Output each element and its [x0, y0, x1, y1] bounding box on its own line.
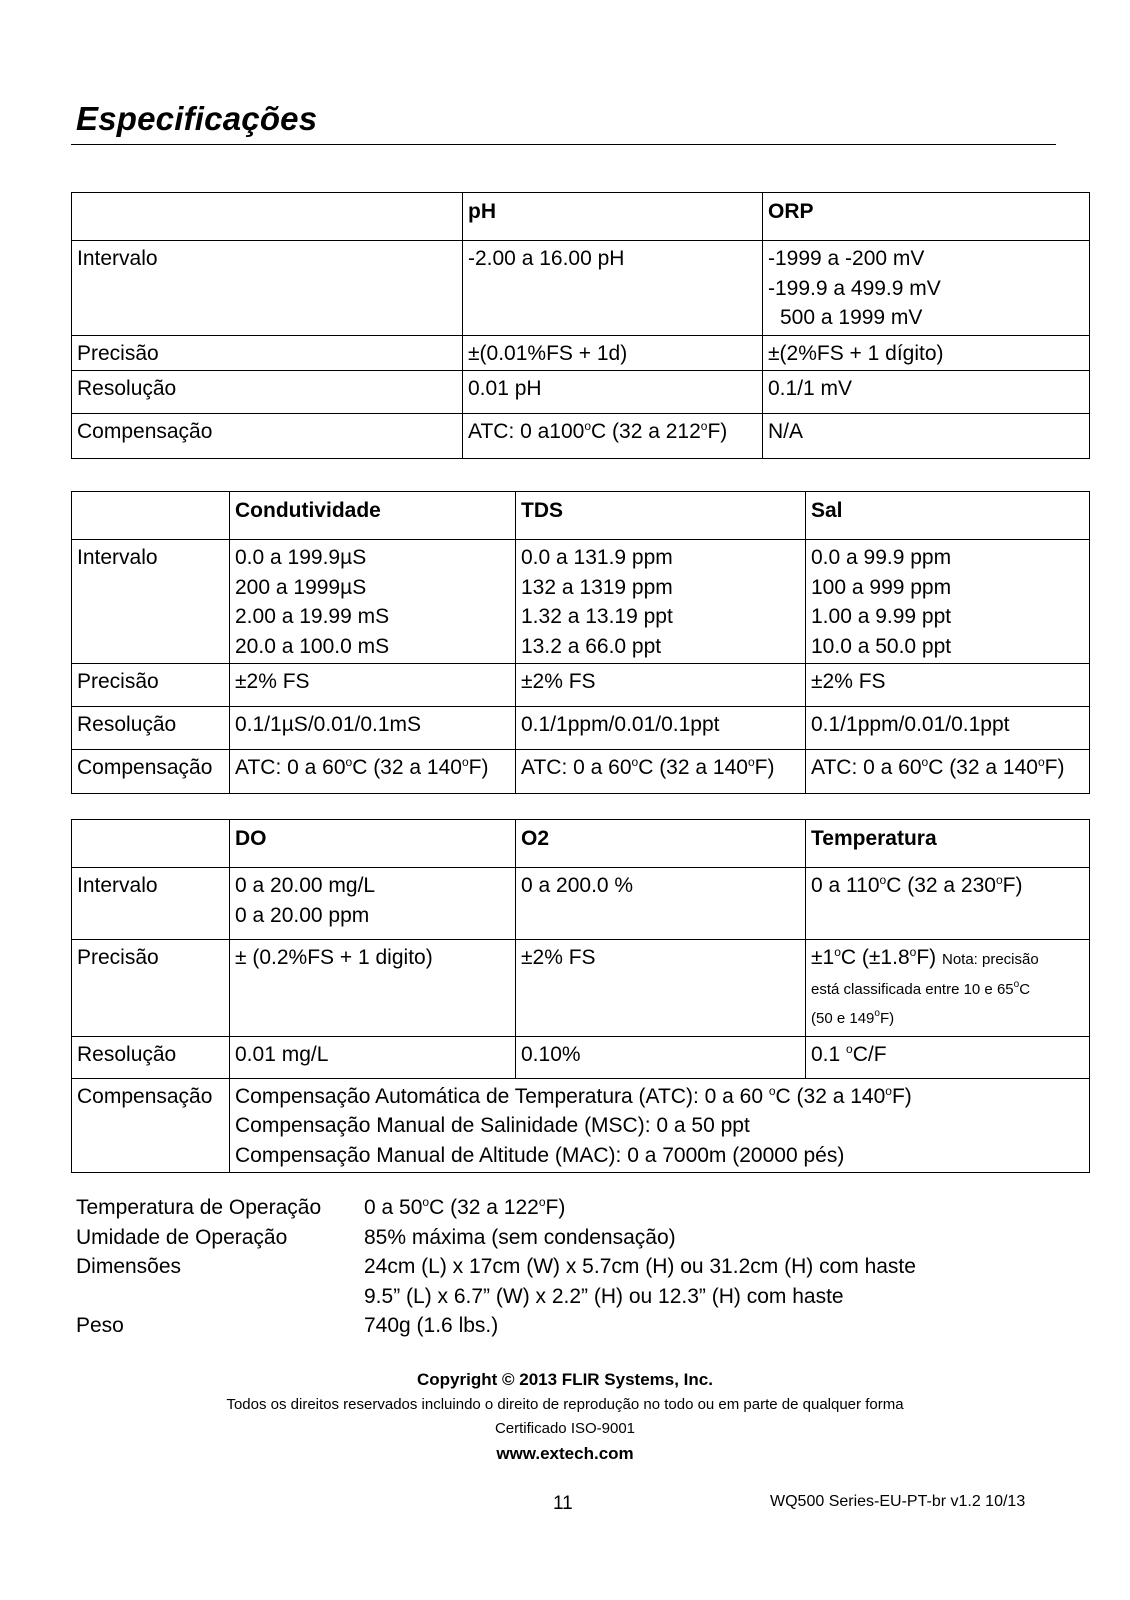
spec-row — [76, 1282, 916, 1312]
table-cell — [763, 335, 1090, 371]
table-row — [72, 1078, 1090, 1173]
spec-table-conductivity — [71, 491, 1090, 794]
cell-line: 20.0 a 100.0 mS — [235, 634, 390, 658]
table-cell — [516, 664, 806, 707]
spec-label: Temperatura de Operação — [76, 1196, 322, 1219]
page-number: 11 — [553, 1493, 573, 1514]
table-row — [72, 414, 1090, 459]
row-label: Intervalo — [72, 540, 230, 664]
header-cell: pH — [463, 193, 763, 241]
cell-line: ± (0.2%FS + 1 digito) — [235, 946, 433, 969]
table-cell — [806, 940, 1090, 1037]
table-row — [72, 241, 1090, 336]
table-cell — [230, 750, 516, 794]
table-cell — [516, 868, 806, 940]
table-cell — [230, 940, 516, 1037]
spec-label: Dimensões — [76, 1255, 182, 1278]
cell-line: ±2% FS — [521, 946, 596, 969]
cell-line: N/A — [768, 420, 804, 443]
table-header-row — [72, 820, 1090, 868]
cell-line: 500 a 1999 mV — [780, 306, 923, 329]
table-cell — [763, 414, 1090, 459]
header-cell — [72, 820, 230, 868]
table-cell — [463, 335, 763, 371]
spec-label — [76, 1282, 364, 1312]
table-cell — [516, 940, 806, 1037]
table-cell — [230, 868, 516, 940]
row-label: Compensação — [72, 414, 463, 459]
cell-line: -199.9 a 499.9 mV — [768, 276, 941, 300]
cell-line: 0 a 20.00 mg/L — [235, 874, 376, 897]
table-cell — [763, 371, 1090, 414]
table-cell — [806, 707, 1090, 750]
cell-line: 2.00 a 19.99 mS — [235, 605, 390, 628]
table-cell — [516, 750, 806, 794]
spec-value: 24cm (L) x 17cm (W) x 5.7cm (H) ou 31.2cm (H) com haste — [364, 1255, 916, 1278]
header-cell — [72, 492, 230, 540]
precision-note: está classificada entre 10 e 65$^o$C — [811, 978, 1031, 998]
cell-line: $\pm 1^oC$ $(\pm 1.8^oF)$ — [811, 945, 937, 969]
table-row — [72, 1036, 1090, 1078]
precision-note: Nota: precisão — [941, 951, 1039, 968]
general-specs — [76, 1193, 916, 1341]
header-cell: TDS — [516, 492, 806, 540]
cell-line: 0 a 20.00 ppm — [235, 903, 370, 927]
table-row — [72, 371, 1090, 414]
table-cell — [806, 1036, 1090, 1078]
row-label: Compensação — [72, 750, 230, 794]
row-label: Precisão — [72, 664, 230, 707]
table-row — [72, 335, 1090, 371]
header-cell: Sal — [806, 492, 1090, 540]
table-cell — [806, 664, 1090, 707]
table-row — [72, 707, 1090, 750]
row-label: Resolução — [72, 707, 230, 750]
title-underline — [71, 144, 1056, 145]
cell-line: 0.01 pH — [468, 377, 542, 400]
table-cell — [516, 707, 806, 750]
table-cell — [806, 750, 1090, 794]
certification-notice: Certificado ISO-9001 — [494, 1420, 636, 1437]
cell-line: ATC: 0 a 60$^o$C (32 a 140$^o$F) — [811, 755, 1065, 779]
table-cell — [230, 664, 516, 707]
cell-line: 0.1 $^o$C/F — [811, 1041, 887, 1066]
header-cell: Temperatura — [806, 820, 1090, 868]
table-cell — [230, 1078, 1090, 1173]
table-cell — [806, 868, 1090, 940]
spec-label: Peso — [76, 1314, 124, 1337]
cell-line: 100 a 999 ppm — [811, 575, 952, 599]
table-cell — [230, 540, 516, 664]
table-row — [72, 868, 1090, 940]
row-label: Intervalo — [72, 241, 463, 336]
cell-line: Compensação Manual de Altitude (MAC): 0 a 7000m (20000 pés) — [235, 1143, 845, 1167]
table-cell — [763, 241, 1090, 336]
row-label: Resolução — [72, 1036, 230, 1078]
spec-row — [76, 1193, 916, 1223]
spec-row — [76, 1252, 916, 1282]
cell-line: 0.0 a 199.9µS — [235, 546, 367, 569]
table-row — [72, 664, 1090, 707]
cell-line: 1.00 a 9.99 ppt — [811, 605, 952, 628]
cell-line: ATC: 0 a 60$^o$C (32 a 140$^o$F) — [521, 755, 775, 779]
table-cell — [516, 540, 806, 664]
cell-line: 10.0 a 50.0 ppt — [811, 634, 952, 658]
cell-line: 132 a 1319 ppm — [521, 575, 673, 599]
table-header-row — [72, 193, 1090, 241]
table-row — [72, 750, 1090, 794]
page-title: Especificações — [76, 100, 318, 137]
cell-line: ±2% FS — [521, 670, 596, 693]
table-cell — [230, 1036, 516, 1078]
cell-line: ATC: 0 a100$^o$C (32 a 212$^o$F) — [468, 419, 728, 443]
spec-value: 0 a 50$^o$C (32 a 122$^o$F) — [364, 1195, 566, 1219]
table-cell — [463, 241, 763, 336]
cell-line: 0.0 a 131.9 ppm — [521, 546, 673, 569]
precision-note: (50 e 149$^o$F) — [811, 1008, 895, 1027]
spec-value: 85% máxima (sem condensação) — [364, 1225, 676, 1249]
row-label: Resolução — [72, 371, 463, 414]
header-cell: Condutividade — [230, 492, 516, 540]
spec-value: 740g (1.6 lbs.) — [364, 1314, 499, 1337]
header-cell: DO — [230, 820, 516, 868]
table-cell — [230, 707, 516, 750]
spec-row — [76, 1223, 916, 1253]
cell-line: ±(2%FS + 1 dígito) — [768, 341, 944, 365]
spec-row — [76, 1311, 916, 1341]
table-cell — [463, 414, 763, 459]
rights-notice: Todos os direitos reservados incluindo o direito de reprodução no todo ou em parte de qualquer forma — [226, 1396, 904, 1413]
row-label: Compensação — [72, 1078, 230, 1173]
cell-line: 0.1/1ppm/0.01/0.1ppt — [811, 713, 1010, 736]
cell-line: ATC: 0 a 60$^o$C (32 a 140$^o$F) — [235, 755, 489, 779]
cell-line: ±2% FS — [235, 670, 310, 693]
table-cell — [516, 1036, 806, 1078]
spec-label: Umidade de Operação — [76, 1225, 288, 1249]
cell-line: ±(0.01%FS + 1d) — [468, 341, 628, 365]
header-cell — [72, 193, 463, 241]
table-header-row — [72, 492, 1090, 540]
cell-line: ±2% FS — [811, 670, 886, 693]
spec-value: 9.5” (L) x 6.7” (W) x 2.2” (H) ou 12.3” (H) com haste — [364, 1284, 844, 1308]
cell-line: -2.00 a 16.00 pH — [468, 247, 625, 270]
cell-line: 0 a 110$^o$C (32 a 230$^o$F) — [811, 873, 1023, 897]
cell-line: -1999 a -200 mV — [768, 247, 925, 270]
cell-line: 1.32 a 13.19 ppt — [521, 605, 673, 628]
table-row — [72, 940, 1090, 1037]
copyright-notice: Copyright © 2013 FLIR Systems, Inc. — [417, 1370, 713, 1389]
cell-line: 0.1/1µS/0.01/0.1mS — [235, 713, 422, 736]
row-label: Precisão — [72, 940, 230, 1037]
table-row — [72, 540, 1090, 664]
table-cell — [463, 371, 763, 414]
cell-line: 0.01 mg/L — [235, 1042, 329, 1066]
spec-table-ph-orp — [71, 192, 1090, 459]
cell-line: Compensação Manual de Salinidade (MSC): 0 a 50 ppt — [235, 1114, 750, 1137]
cell-line: 0.1/1ppm/0.01/0.1ppt — [521, 713, 720, 736]
header-cell: ORP — [763, 193, 1090, 241]
cell-line: 0.1/1 mV — [768, 377, 853, 400]
row-label: Intervalo — [72, 868, 230, 940]
cell-line: 0.10% — [521, 1042, 581, 1066]
header-cell: O2 — [516, 820, 806, 868]
table-cell — [806, 540, 1090, 664]
cell-line: 13.2 a 66.0 ppt — [521, 634, 662, 658]
document-id: WQ500 Series-EU-PT-br v1.2 10/13 — [770, 1493, 1026, 1510]
spec-table-do — [71, 819, 1090, 1173]
cell-line: 0 a 200.0 % — [521, 874, 634, 897]
row-label: Precisão — [72, 335, 463, 371]
cell-line: 0.0 a 99.9 ppm — [811, 546, 952, 569]
website-link[interactable]: www.extech.com — [496, 1444, 634, 1463]
cell-line: Compensação Automática de Temperatura (ATC): 0 a 60 $^o$C (32 a 140$^o$F) — [235, 1083, 912, 1108]
cell-line: 200 a 1999µS — [235, 575, 367, 599]
